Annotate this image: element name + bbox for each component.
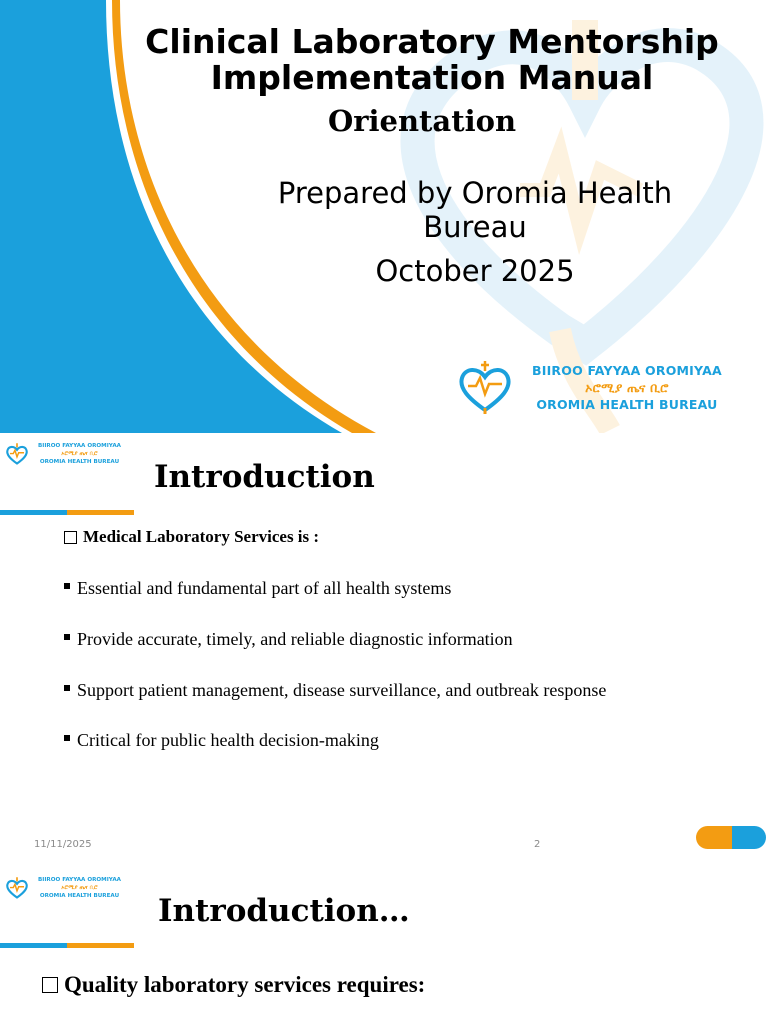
logo-line-1: BIIROO FAYYAA OROMIYAA xyxy=(38,443,121,449)
logo-line-2: ኦሮሚያ ጤና ቢሮ xyxy=(61,451,98,457)
footer-accent-pill xyxy=(696,826,766,849)
lead-label: Medical Laboratory Services is : xyxy=(83,527,320,546)
bullet-item xyxy=(64,629,513,650)
title-line-2: Implementation Manual xyxy=(210,58,654,97)
bullet-text: Provide accurate, timely, and reliable diagnostic information xyxy=(77,629,513,649)
bureau-logo xyxy=(456,358,722,416)
square-bullet-icon xyxy=(64,685,70,691)
lead-text xyxy=(42,972,425,998)
presentation-title xyxy=(100,24,764,96)
header-logo xyxy=(5,441,121,467)
header-accent-bar xyxy=(0,943,134,948)
square-bullet-icon xyxy=(64,735,70,741)
heart-pulse-icon xyxy=(5,875,29,901)
bullet-item xyxy=(64,578,451,599)
bullet-text: Essential and fundamental part of all health systems xyxy=(77,578,452,598)
bullet-item xyxy=(64,730,379,751)
logo-line-3: OROMIA HEALTH BUREAU xyxy=(536,396,718,412)
slide-title: Introduction xyxy=(154,459,375,495)
footer-date: 11/11/2025 xyxy=(34,839,92,850)
logo-line-2: ኦሮሚያ ጤና ቢሮ xyxy=(585,379,669,395)
square-bullet-icon xyxy=(64,634,70,640)
lead-text xyxy=(64,527,319,547)
bullet-item xyxy=(64,680,606,701)
prepared-line-2: Bureau xyxy=(423,210,527,244)
checkbox-bullet-icon xyxy=(42,977,58,993)
checkbox-bullet-icon xyxy=(64,531,77,544)
logo-line-2: ኦሮሚያ ጤና ቢሮ xyxy=(61,885,98,891)
title-line-1: Clinical Laboratory Mentorship xyxy=(145,22,719,61)
presentation-date: October 2025 xyxy=(375,254,575,288)
prepared-by-text xyxy=(235,176,715,244)
logo-line-1: BIIROO FAYYAA OROMIYAA xyxy=(38,877,121,883)
lead-label: Quality laboratory services requires: xyxy=(64,972,426,997)
logo-line-3: OROMIA HEALTH BUREAU xyxy=(39,459,120,465)
header-logo xyxy=(5,875,121,901)
introduction-continued-slide xyxy=(0,863,768,1024)
presentation-subtitle: Orientation xyxy=(327,104,517,138)
page-number: 2 xyxy=(534,839,541,850)
prepared-line-1: Prepared by Oromia Health xyxy=(277,176,673,210)
logo-line-3: OROMIA HEALTH BUREAU xyxy=(39,893,120,899)
logo-line-1: BIIROO FAYYAA OROMIYAA xyxy=(532,362,722,378)
square-bullet-icon xyxy=(64,583,70,589)
heart-pulse-icon xyxy=(5,441,29,467)
title-slide xyxy=(0,0,768,433)
heart-pulse-icon xyxy=(456,358,514,416)
bullet-text: Support patient management, disease surveillance, and outbreak response xyxy=(77,680,607,700)
header-accent-bar xyxy=(0,510,134,515)
slide-title: Introduction… xyxy=(158,893,410,929)
bullet-text: Critical for public health decision-making xyxy=(77,730,379,750)
introduction-slide xyxy=(0,433,768,863)
